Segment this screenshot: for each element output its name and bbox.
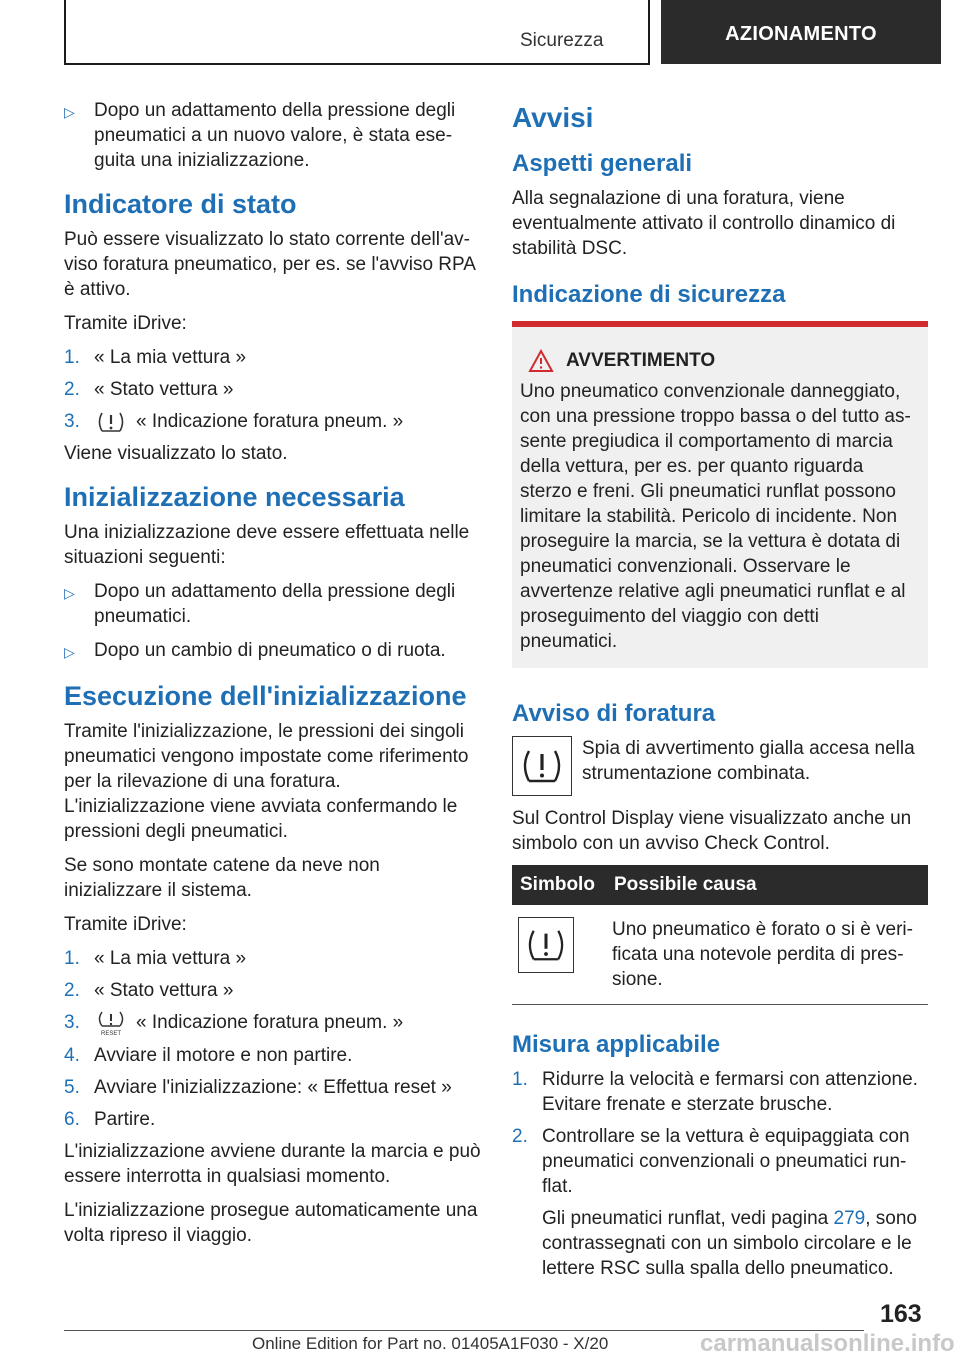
init-heading: Inizializzazione necessaria xyxy=(64,482,405,512)
paragraph: Tramite iDrive: xyxy=(64,313,187,334)
paragraph: Tramite iDrive: xyxy=(64,914,187,935)
watermark: carmanualsonline.info xyxy=(700,1330,955,1357)
safety-heading: Indicazione di sicurezza xyxy=(512,281,786,308)
left-column xyxy=(64,98,482,1257)
page-number: 163 xyxy=(880,1300,922,1328)
bullet-item: ▷ Dopo un adattamento della pressione degli pneumatici. xyxy=(64,581,456,627)
list-item: 6. Partire. xyxy=(64,1109,156,1130)
table-header: Simbolo xyxy=(512,865,606,905)
paragraph: Se sono montate catene da neve non inizializzare il sistema. xyxy=(64,855,380,901)
measure-heading: Misura applicabile xyxy=(512,1031,721,1058)
table-row xyxy=(512,905,928,1005)
bullet-item: ▷ Dopo un cambio di pneumatico o di ruota. xyxy=(64,638,482,665)
list-item: 2. « Stato vettura » xyxy=(64,379,234,400)
paragraph: Una inizializzazione deve essere effettuata nelle situazioni seguenti: xyxy=(64,522,470,568)
list-item: 2. Controllare se la vettura è equipaggiata con pneumatici convenzionali o pneumatici runflat. xyxy=(512,1126,910,1197)
tire-warning-icon xyxy=(512,736,572,796)
list-item: 3. « Indicazione foratura pneum. » xyxy=(64,411,404,432)
paragraph: Gli pneumatici runflat, vedi pagina 279, sono contrassegnati con un simbolo circolare e le lettere RSC sulla spalla dello pneumatico. xyxy=(542,1208,917,1279)
paragraph: L'inizializzazione prosegue automaticamente una volta ripreso il viaggio. xyxy=(64,1200,478,1246)
list-item: 4. Avviare il motore e non partire. xyxy=(64,1045,353,1066)
footer-edition: Online Edition for Part no. 01405A1F030 - X/20 xyxy=(252,1334,609,1353)
paragraph: Alla segnalazione di una foratura, viene eventualmente attivato il controllo dinamico di stabilità DSC. xyxy=(512,188,896,259)
paragraph: Sul Control Display viene visualizzato anche un simbolo con un avviso Check Control. xyxy=(512,808,912,854)
list-item: 1. « La mia vettura » xyxy=(64,948,247,969)
svg-text:RESET: RESET xyxy=(100,1031,122,1036)
triangle-bullet-icon: ▷ xyxy=(64,644,75,660)
page-link[interactable]: 279 xyxy=(833,1208,866,1229)
list-item: 3. RESET « Indicazione foratura pneum. » xyxy=(64,1012,404,1036)
header-chapter-tab: AZIONAMENTO xyxy=(661,0,941,64)
warning-triangle-icon xyxy=(528,349,554,373)
header-left-rule xyxy=(64,0,66,64)
list-item: 1. Ridurre la velocità e fermarsi con attenzione. Evitare frenate e sterzate brusche. xyxy=(512,1069,918,1115)
tire-reset-icon xyxy=(94,1010,128,1036)
warnings-heading: Avvisi xyxy=(512,102,594,133)
bullet-item: ▷ Dopo un adattamento della pressione degli pneumatici a un nuovo valore, è stata eseguita una inizializzazione. xyxy=(64,100,456,171)
paragraph: Viene visualizzato lo stato. xyxy=(64,443,288,464)
warning-title: AVVERTIMENTO xyxy=(566,350,716,371)
paragraph: Spia di avvertimento gialla accesa nella strumentazione combinata. xyxy=(582,738,915,784)
status-heading: Indicatore di stato xyxy=(64,189,297,219)
right-column xyxy=(512,98,928,1290)
paragraph: Può essere visualizzato lo stato corrente dell'avviso foratura pneumatico, per es. se l'avviso RPA è attivo. xyxy=(64,229,475,300)
paragraph: Tramite l'inizializzazione, le pressioni dei singoli pneumatici vengono impostate come riferimento per la rilevazione di una foratura. L'inizializzazione viene avviata confermando le pressioni degli pneumatici. xyxy=(64,721,469,842)
symbol-table xyxy=(512,865,928,1005)
flat-warning-heading: Avviso di foratura xyxy=(512,700,716,727)
table-cell: Uno pneumatico è forato o si è verificata una notevole perdita di pressione. xyxy=(606,905,928,1005)
triangle-bullet-icon: ▷ xyxy=(64,104,75,120)
list-item: 5. Avviare l'inizializzazione: « Effettua reset » xyxy=(64,1077,452,1098)
general-heading: Aspetti generali xyxy=(512,150,693,177)
tire-pressure-icon xyxy=(94,410,128,434)
tire-warning-icon xyxy=(518,917,574,973)
triangle-bullet-icon: ▷ xyxy=(64,585,75,601)
header-separator xyxy=(648,0,650,64)
paragraph: L'inizializzazione avviene durante la marcia e può essere interrotta in qualsiasi momento. xyxy=(64,1141,481,1187)
table-header: Possibile causa xyxy=(606,865,928,905)
warning-text: Uno pneumatico convenzionale danneggiato, con una pressione troppo bassa o del tutto assente pregiudica il comportamento di marcia della vettura, per es. per quanto riguarda sterzo e freni. Gli pneumatici runflat possono limitare la stabilità. Pericolo di incidente. Non proseguire la marcia, se la vettura è dotata di pneumatici convenzionali. Osservare le avvertenze relative agli pneumatici runflat e al proseguimento del viaggio con detti pneumatici. xyxy=(520,381,911,652)
warning-box xyxy=(512,321,928,668)
exec-heading: Esecuzione dell'inizializzazione xyxy=(64,681,467,711)
header-section: Sicurezza xyxy=(520,30,604,51)
list-item: 2. « Stato vettura » xyxy=(64,980,234,1001)
header-bottom-rule xyxy=(64,63,650,65)
list-item: 1. « La mia vettura » xyxy=(64,347,247,368)
